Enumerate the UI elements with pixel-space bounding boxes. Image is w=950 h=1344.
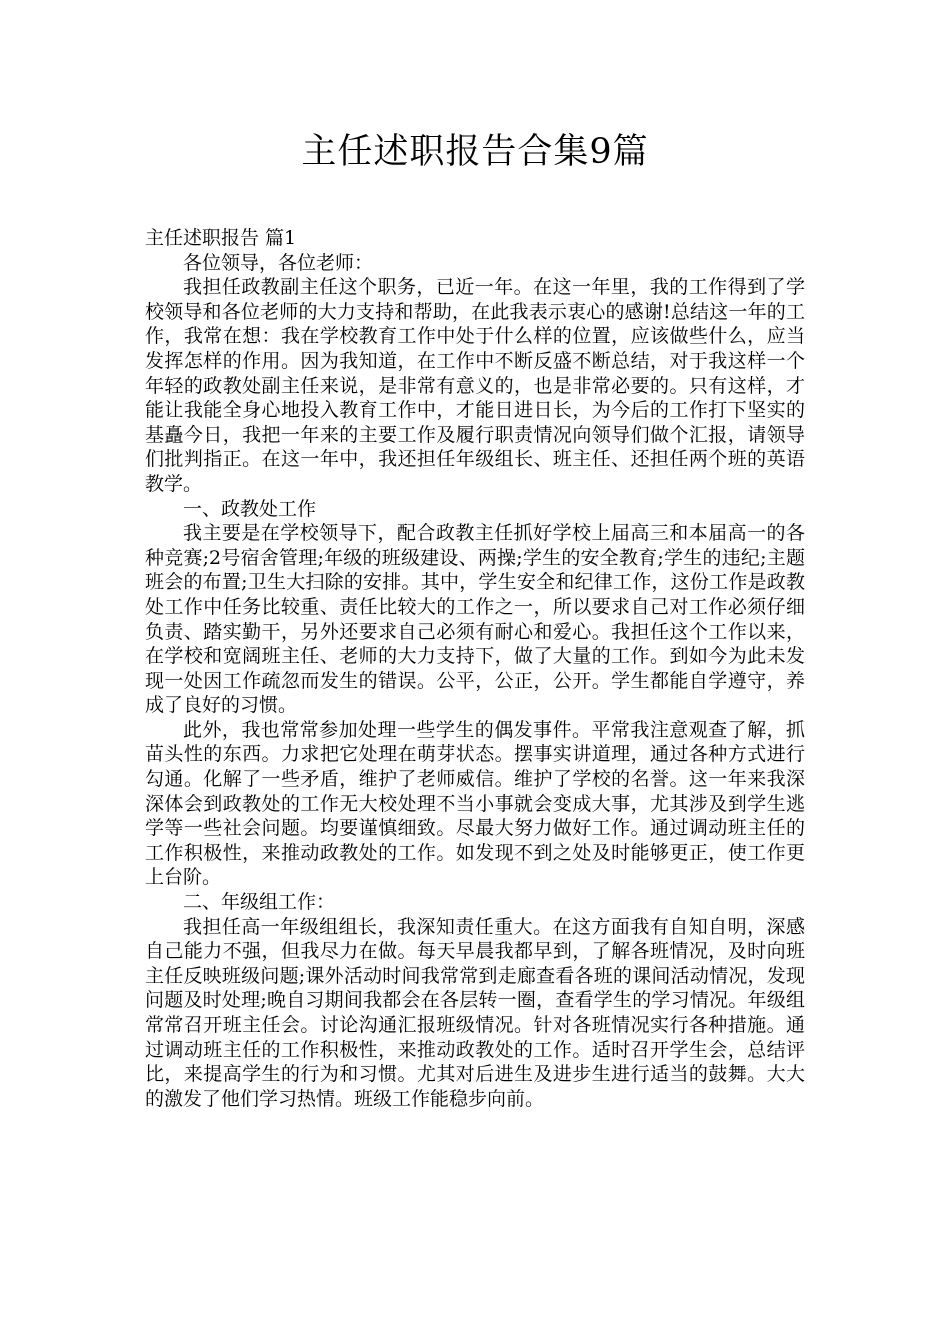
intro-paragraph: 我担任政教副主任这个职务，已近一年。在这一年里，我的工作得到了学校领导和各位老师的大力支持和帮助，在此我表示衷心的感谢!总结这一年的工作，我常在想：我在学校教育工作中处于什么样的位置，应该做些什么，应当发挥怎样的作用。因为我知道，在工作中不断反盛不断总结，对于我这样一个年轻的政教处副主任来说，是非常有意义的，也是非常必要的。只有这样，才能让我能全身心地投入教育工作中，才能日进日长，为今后的工作打下坚实的基矗今日，我把一年来的主要工作及履行职责情况向领导们做个汇报，请领导们批判指正。在这一年中，我还担任年级组长、班主任、还担任两个班的英语教学。 — [145, 276, 805, 495]
section-heading-1: 一、政教处工作 — [183, 497, 317, 520]
body-paragraph: 我担任高一年级组组长，我深知责任重大。在这方面我有自知自明，深感自己能力不强，但我尽力在做。每天早晨我都早到，了解各班情况，及时向班主任反映班级问题;课外活动时间我常常到走廊查看各班的课间活动情况，发现问题及时处理;晚自习期间我都会在各层转一圈，查看学生的学习情况。年级组常常召开班主任会。讨论沟通汇报班级情况。针对各班情况实行各种措施。通过调动班主任的工作积极性，来推动政教处的工作。适时召开学生会，总结评比，来提高学生的行为和习惯。尤其对后进生及进步生进行适当的鼓舞。大大的激发了他们学习热情。班级工作能稳步向前。 — [145, 915, 805, 1110]
body-paragraph: 我主要是在学校领导下，配合政教主任抓好学校上届高三和本届高一的各种竞赛;2号宿舍管理;年级的班级建设、两操;学生的安全教育;学生的违纪;主题班会的布置;卫生大扫除的安排。其中，学生安全和纪律工作，这份工作是政教处工作中任务比较重、责任比较大的工作之一，所以要求自己对工作必须仔细负责、踏实勤干，另外还要求自己必须有耐心和爱心。我担任这个工作以来，在学校和宽阔班主任、老师的大力支持下，做了大量的工作。到如今为此未发现一处因工作疏忽而发生的错误。公平，公正，公开。学生都能自学遵守，养成了良好的习惯。 — [145, 522, 805, 717]
section-label: 主任述职报告 篇1 — [145, 227, 297, 249]
document-body — [145, 226, 805, 1111]
section-heading-2: 二、年级组工作： — [183, 891, 336, 914]
document-title: 主任述职报告合集9篇 — [301, 132, 649, 172]
body-paragraph: 此外，我也常常参加处理一些学生的偶发事件。平常我注意观查了解，抓苗头性的东西。力求把它处理在萌芽状态。摆事实讲道理，通过各种方式进行勾通。化解了一些矛盾，维护了老师威信。维护了学校的名誉。这一年来我深深体会到政教处的工作无大校处理不当小事就会变成大事，尤其涉及到学生逃学等一些社会问题。均要谨慎细致。尽最大努力做好工作。通过调动班主任的工作积极性，来推动政教处的工作。如发现不到之处及时能够更正，使工作更上台阶。 — [145, 718, 805, 889]
salutation-paragraph: 各位领导，各位老师： — [183, 251, 374, 274]
